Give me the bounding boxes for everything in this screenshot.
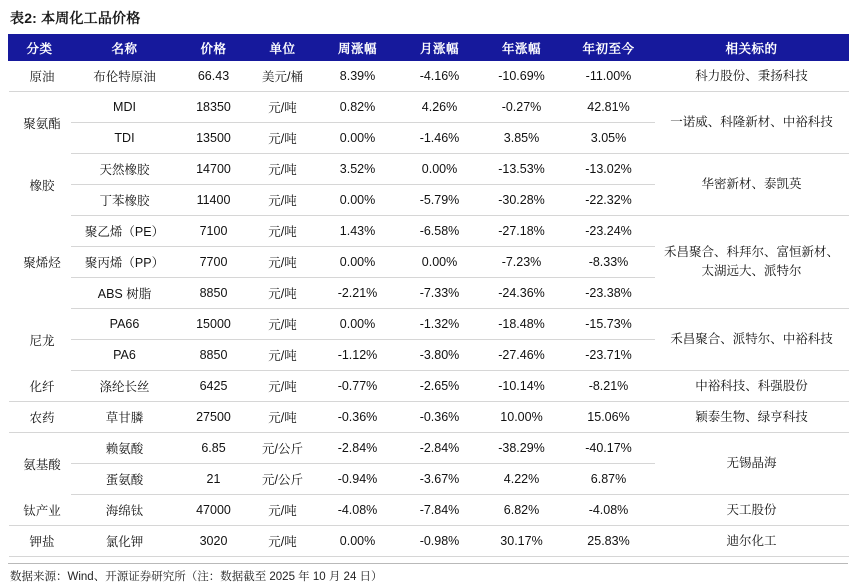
- cell-related: 禾昌聚合、派特尔、中裕科技: [655, 309, 849, 371]
- cell-unit: 元/吨: [249, 495, 317, 526]
- column-header-year-change: 年涨幅: [481, 35, 563, 61]
- column-header-week-change: 周涨幅: [317, 35, 399, 61]
- cell-unit: 元/吨: [249, 278, 317, 309]
- table-row: [9, 92, 849, 123]
- cell-ytd: 6.87%: [563, 464, 655, 495]
- cell-ytd: -11.00%: [563, 61, 655, 92]
- cell-name: ABS 树脂: [71, 278, 179, 309]
- cell-related-line1: 禾昌聚合、科拜尔、富恒新材、: [663, 245, 839, 260]
- cell-week-change: -2.84%: [317, 433, 399, 464]
- table-row: [9, 402, 849, 433]
- cell-week-change: -0.77%: [317, 371, 399, 402]
- cell-category: 化纤: [9, 371, 71, 402]
- column-header-ytd: 年初至今: [563, 35, 655, 61]
- cell-month-change: -7.33%: [399, 278, 481, 309]
- cell-unit: 元/公斤: [249, 464, 317, 495]
- cell-month-change: 0.00%: [399, 247, 481, 278]
- cell-ytd: -4.08%: [563, 495, 655, 526]
- cell-related: 天工股份: [655, 495, 849, 526]
- cell-year-change: -38.29%: [481, 433, 563, 464]
- cell-ytd: 25.83%: [563, 526, 655, 557]
- table-header-row: [9, 35, 849, 61]
- cell-name: 海绵钛: [71, 495, 179, 526]
- cell-name: PA66: [71, 309, 179, 340]
- cell-name: PA6: [71, 340, 179, 371]
- cell-month-change: -0.98%: [399, 526, 481, 557]
- cell-price: 6425: [179, 371, 249, 402]
- cell-ytd: -40.17%: [563, 433, 655, 464]
- cell-ytd: 3.05%: [563, 123, 655, 154]
- cell-name: 聚丙烯（PP）: [71, 247, 179, 278]
- cell-unit: 元/吨: [249, 402, 317, 433]
- cell-unit: 元/吨: [249, 309, 317, 340]
- table-row: [9, 216, 849, 247]
- cell-related-line2: 太湖远大、派特尔: [701, 264, 802, 278]
- table-row: [9, 495, 849, 526]
- cell-related: 华密新材、泰凯英: [655, 154, 849, 216]
- cell-related: 科力股份、秉扬科技: [655, 61, 849, 92]
- cell-month-change: -2.84%: [399, 433, 481, 464]
- cell-price: 11400: [179, 185, 249, 216]
- cell-year-change: -27.18%: [481, 216, 563, 247]
- cell-name: 丁苯橡胶: [71, 185, 179, 216]
- cell-category: 氨基酸: [23, 457, 61, 472]
- table-row: [9, 154, 849, 185]
- cell-year-change: -18.48%: [481, 309, 563, 340]
- table-row: [9, 309, 849, 340]
- cell-month-change: -2.65%: [399, 371, 481, 402]
- cell-name: 蛋氨酸: [71, 464, 179, 495]
- cell-month-change: 0.00%: [399, 154, 481, 185]
- cell-month-change: -0.36%: [399, 402, 481, 433]
- cell-ytd: -23.24%: [563, 216, 655, 247]
- cell-ytd: -23.71%: [563, 340, 655, 371]
- cell-year-change: -30.28%: [481, 185, 563, 216]
- cell-unit: 元/吨: [249, 92, 317, 123]
- cell-price: 47000: [179, 495, 249, 526]
- cell-week-change: 3.52%: [317, 154, 399, 185]
- cell-name: 赖氨酸: [71, 433, 179, 464]
- cell-week-change: -0.36%: [317, 402, 399, 433]
- cell-year-change: -13.53%: [481, 154, 563, 185]
- column-header-name: 名称: [71, 35, 179, 61]
- cell-price: 3020: [179, 526, 249, 557]
- cell-week-change: 0.00%: [317, 526, 399, 557]
- table-row: [9, 61, 849, 92]
- cell-price: 6.85: [179, 433, 249, 464]
- cell-ytd: -8.21%: [563, 371, 655, 402]
- cell-price: 27500: [179, 402, 249, 433]
- cell-week-change: 0.00%: [317, 123, 399, 154]
- cell-unit: 元/吨: [249, 340, 317, 371]
- cell-related: 中裕科技、科强股份: [655, 371, 849, 402]
- cell-category: 橡胶: [29, 178, 55, 193]
- cell-ytd: 42.81%: [563, 92, 655, 123]
- cell-year-change: 30.17%: [481, 526, 563, 557]
- table-row: [9, 371, 849, 402]
- cell-month-change: -5.79%: [399, 185, 481, 216]
- column-header-related: 相关标的: [655, 35, 849, 61]
- cell-category: 农药: [9, 402, 71, 433]
- cell-category: 聚烯烃: [23, 256, 61, 270]
- cell-year-change: -10.14%: [481, 371, 563, 402]
- cell-name: 聚乙烯（PE）: [71, 216, 179, 247]
- cell-week-change: 0.00%: [317, 309, 399, 340]
- cell-week-change: 0.00%: [317, 185, 399, 216]
- cell-year-change: -27.46%: [481, 340, 563, 371]
- cell-ytd: -13.02%: [563, 154, 655, 185]
- cell-year-change: 10.00%: [481, 402, 563, 433]
- cell-week-change: -2.21%: [317, 278, 399, 309]
- column-header-unit: 单位: [249, 35, 317, 61]
- cell-week-change: 0.00%: [317, 247, 399, 278]
- cell-week-change: 1.43%: [317, 216, 399, 247]
- cell-name: 天然橡胶: [71, 154, 179, 185]
- price-table: [8, 34, 849, 557]
- cell-name: TDI: [71, 123, 179, 154]
- cell-price: 66.43: [179, 61, 249, 92]
- cell-unit: 元/吨: [249, 216, 317, 247]
- cell-price: 18350: [179, 92, 249, 123]
- cell-year-change: 3.85%: [481, 123, 563, 154]
- cell-unit: 元/吨: [249, 247, 317, 278]
- cell-year-change: -0.27%: [481, 92, 563, 123]
- cell-month-change: -6.58%: [399, 216, 481, 247]
- cell-price: 14700: [179, 154, 249, 185]
- column-header-month-change: 月涨幅: [399, 35, 481, 61]
- cell-price: 13500: [179, 123, 249, 154]
- cell-unit: 元/公斤: [249, 433, 317, 464]
- cell-year-change: -10.69%: [481, 61, 563, 92]
- cell-related: 一诺威、科隆新材、中裕科技: [655, 92, 849, 154]
- cell-week-change: 0.82%: [317, 92, 399, 123]
- cell-price: 7100: [179, 216, 249, 247]
- cell-unit: 美元/桶: [249, 61, 317, 92]
- cell-ytd: -22.32%: [563, 185, 655, 216]
- cell-related: [655, 216, 849, 309]
- cell-month-change: -1.32%: [399, 309, 481, 340]
- cell-name: MDI: [71, 92, 179, 123]
- cell-month-change: -3.80%: [399, 340, 481, 371]
- cell-unit: 元/吨: [249, 371, 317, 402]
- table-title: 本周化工品价格: [41, 10, 141, 26]
- cell-year-change: 4.22%: [481, 464, 563, 495]
- cell-week-change: -1.12%: [317, 340, 399, 371]
- cell-category: 钾盐: [9, 526, 71, 557]
- cell-unit: 元/吨: [249, 185, 317, 216]
- cell-ytd: -8.33%: [563, 247, 655, 278]
- cell-price: 8850: [179, 340, 249, 371]
- table-body: [9, 61, 849, 557]
- cell-name: 草甘膦: [71, 402, 179, 433]
- cell-year-change: -24.36%: [481, 278, 563, 309]
- cell-ytd: -15.73%: [563, 309, 655, 340]
- cell-unit: 元/吨: [249, 526, 317, 557]
- cell-category: 原油: [9, 61, 71, 92]
- cell-unit: 元/吨: [249, 123, 317, 154]
- cell-price: 21: [179, 464, 249, 495]
- cell-name: 布伦特原油: [71, 61, 179, 92]
- cell-category: 聚氨酯: [23, 116, 61, 131]
- cell-related: 颖泰生物、绿亨科技: [655, 402, 849, 433]
- cell-month-change: 4.26%: [399, 92, 481, 123]
- cell-month-change: -4.16%: [399, 61, 481, 92]
- table-label: 表2:: [10, 10, 38, 26]
- cell-month-change: -3.67%: [399, 464, 481, 495]
- column-header-category: 分类: [9, 35, 71, 61]
- cell-related: 迪尔化工: [655, 526, 849, 557]
- cell-ytd: -23.38%: [563, 278, 655, 309]
- table-row: [9, 433, 849, 464]
- cell-month-change: -7.84%: [399, 495, 481, 526]
- cell-ytd: 15.06%: [563, 402, 655, 433]
- table-row: [9, 526, 849, 557]
- cell-week-change: 8.39%: [317, 61, 399, 92]
- cell-price: 7700: [179, 247, 249, 278]
- cell-month-change: -1.46%: [399, 123, 481, 154]
- page-title: [10, 8, 848, 28]
- cell-week-change: -4.08%: [317, 495, 399, 526]
- cell-price: 15000: [179, 309, 249, 340]
- cell-year-change: 6.82%: [481, 495, 563, 526]
- cell-week-change: -0.94%: [317, 464, 399, 495]
- cell-name: 氯化钾: [71, 526, 179, 557]
- cell-unit: 元/吨: [249, 154, 317, 185]
- source-footnote: 数据来源：Wind、开源证券研究所（注：数据截至 2025 年 10 月 24 日）: [8, 563, 848, 584]
- cell-category: 钛产业: [9, 495, 71, 526]
- cell-category: 尼龙: [29, 333, 55, 348]
- cell-name: 涤纶长丝: [71, 371, 179, 402]
- cell-year-change: -7.23%: [481, 247, 563, 278]
- cell-price: 8850: [179, 278, 249, 309]
- column-header-price: 价格: [179, 35, 249, 61]
- cell-related: 无锡晶海: [655, 433, 849, 495]
